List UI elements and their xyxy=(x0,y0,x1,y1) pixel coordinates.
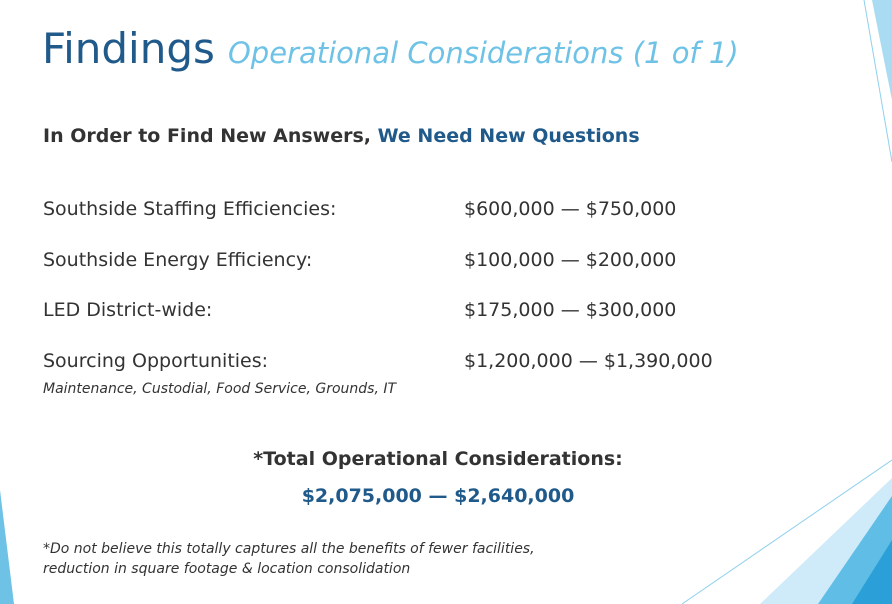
row-label-staffing: Southside Staffing Efficiencies: xyxy=(43,198,337,220)
row-value-staffing: $600,000 — $750,000 xyxy=(464,198,677,220)
title-main: Findings xyxy=(42,24,215,73)
row-label-energy: Southside Energy Efficiency: xyxy=(43,249,313,271)
footnote-line-1: *Do not believe this totally captures all the benefits of fewer facilities, xyxy=(43,541,535,557)
total-value: $2,075,000 — $2,640,000 xyxy=(301,485,575,507)
row-value-sourcing: $1,200,000 — $1,390,000 xyxy=(464,350,713,372)
row-value-energy: $100,000 — $200,000 xyxy=(464,249,677,271)
slide-title xyxy=(42,24,739,73)
subheading-accent: We Need New Questions xyxy=(377,125,640,147)
left-facet xyxy=(0,490,14,604)
total-label: *Total Operational Considerations: xyxy=(253,448,623,470)
footnote-line-2: reduction in square footage & location consolidation xyxy=(43,561,411,577)
title-subtitle: Operational Considerations (1 of 1) xyxy=(227,36,739,70)
subheading-lead: In Order to Find New Answers, xyxy=(43,125,378,147)
row-label-sourcing: Sourcing Opportunities: xyxy=(43,350,269,372)
subheading xyxy=(43,125,640,147)
row-value-led: $175,000 — $300,000 xyxy=(464,299,677,321)
row-label-led: LED District-wide: xyxy=(43,299,213,321)
footnote xyxy=(43,539,535,579)
top-right-facet xyxy=(872,0,892,100)
row-note-sourcing: Maintenance, Custodial, Food Service, Grounds, IT xyxy=(43,381,397,397)
